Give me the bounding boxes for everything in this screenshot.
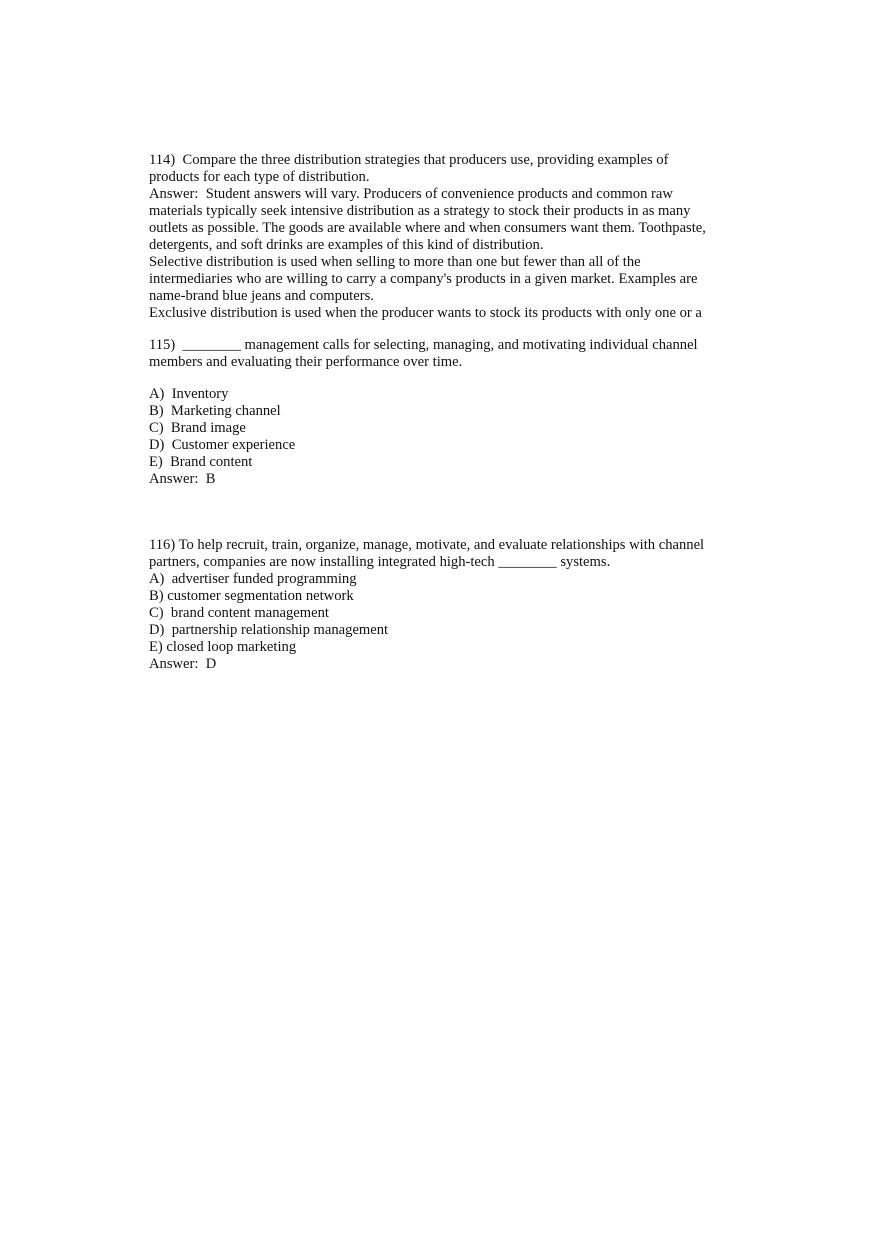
q114-line-3: Answer: Student answers will vary. Producers of convenience products and common raw: [149, 186, 673, 202]
q116-option-e: E) closed loop marketing: [149, 639, 297, 655]
q116-answer: Answer: D: [149, 656, 217, 672]
question-115: [149, 337, 739, 488]
q115-option-e: E) Brand content: [149, 454, 253, 470]
question-116: [149, 537, 739, 673]
q114-line-2: products for each type of distribution.: [149, 169, 370, 185]
q114-line-6: detergents, and soft drinks are examples of this kind of distribution.: [149, 237, 544, 253]
q115-option-c: C) Brand image: [149, 420, 246, 436]
q115-option-b: B) Marketing channel: [149, 403, 281, 419]
q115-option-d: D) Customer experience: [149, 437, 296, 453]
q115-question-line-1: 115) ________ management calls for selecting, managing, and motivating individual channel: [149, 337, 698, 353]
q114-line-10: Exclusive distribution is used when the producer wants to stock its products with only one or a: [149, 305, 702, 321]
q114-line-4: materials typically seek intensive distribution as a strategy to stock their products in as many: [149, 203, 691, 219]
q114-line-8: intermediaries who are willing to carry a company's products in a given market. Examples are: [149, 271, 698, 287]
q114-line-5: outlets as possible. The goods are available where and when consumers want them. Toothpaste,: [149, 220, 706, 236]
q115-answer: Answer: B: [149, 471, 216, 487]
q114-line-9: name-brand blue jeans and computers.: [149, 288, 374, 304]
q116-option-a: A) advertiser funded programming: [149, 571, 357, 587]
spacer: [149, 488, 739, 537]
q115-option-a: A) Inventory: [149, 386, 229, 402]
q116-option-b: B) customer segmentation network: [149, 588, 354, 604]
q115-question-line-2: members and evaluating their performance over time.: [149, 354, 463, 370]
question-114: [149, 152, 739, 322]
q116-option-d: D) partnership relationship management: [149, 622, 389, 638]
q116-question-line-1: 116) To help recruit, train, organize, manage, motivate, and evaluate relationships with channel: [149, 537, 705, 553]
q116-option-c: C) brand content management: [149, 605, 329, 621]
spacer: [149, 371, 739, 386]
document-page: [149, 152, 739, 673]
q116-question-line-2: partners, companies are now installing integrated high-tech ________ systems.: [149, 554, 611, 570]
q114-line-7: Selective distribution is used when selling to more than one but fewer than all of the: [149, 254, 641, 270]
q114-line-1: 114) Compare the three distribution strategies that producers use, providing examples of: [149, 152, 669, 168]
spacer: [149, 322, 739, 337]
